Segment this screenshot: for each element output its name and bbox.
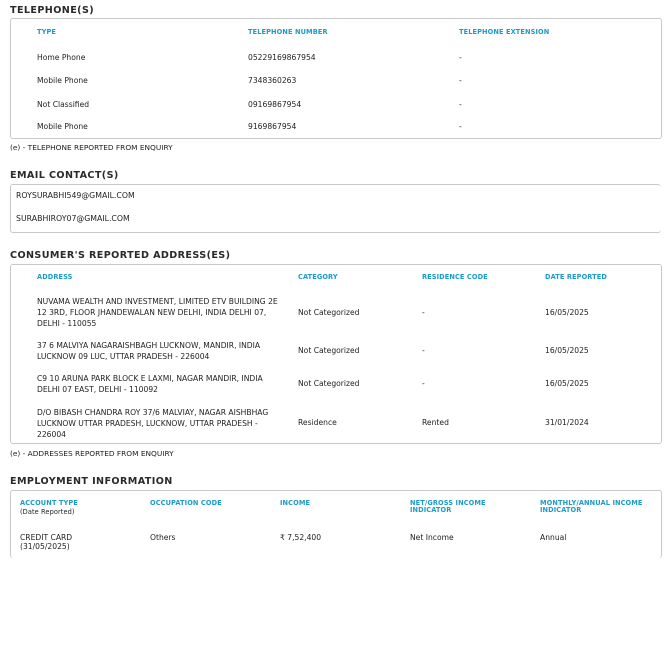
employment-net-gross: Net Income (410, 533, 454, 542)
address-residence-code: Rented (422, 418, 449, 427)
phone-type: Home Phone (37, 53, 86, 62)
address-category: Not Categorized (298, 379, 360, 388)
address-text: C9 10 ARUNA PARK BLOCK E LAXMI, NAGAR MANDIR, INDIA DELHI 07 EAST, DELHI - 110092 (37, 374, 263, 394)
col-header-address: ADDRESS (37, 273, 73, 281)
address-text: NUVAMA WEALTH AND INVESTMENT, LIMITED ETV BUILDING 2E 12 3RD, FLOOR JHANDEWALAN NEW DELHI, INDIA DELHI 07, DELHI - 110055 (37, 297, 278, 328)
col-header-account-type (20, 500, 78, 516)
col-header-residence-code: RESIDENCE CODE (422, 273, 488, 281)
phone-number: 05229169867954 (248, 53, 316, 62)
address-residence-code: - (422, 346, 425, 355)
phone-type: Not Classified (37, 100, 90, 109)
col-header-telephone-number: TELEPHONE NUMBER (248, 28, 328, 36)
address-text: 37 6 MALVIYA NAGARAISHBAGH LUCKNOW, MANDIR, INDIA LUCKNOW 09 LUC, UTTAR PRADESH - 226004 (37, 341, 261, 361)
phone-type: Mobile Phone (37, 76, 88, 85)
emails-title: EMAIL CONTACT(S) (10, 170, 119, 181)
account-type-label: ACCOUNT TYPE (20, 499, 78, 507)
col-header-telephone-extension: TELEPHONE EXTENSION (459, 28, 550, 36)
employment-title: EMPLOYMENT INFORMATION (10, 476, 173, 487)
phone-extension: - (459, 76, 462, 85)
account-type-value: CREDIT CARD (20, 533, 73, 542)
address-residence-code: - (422, 379, 425, 388)
employment-table (10, 490, 662, 558)
addresses-table (10, 264, 662, 444)
address-text: D/O BIBASH CHANDRA ROY 37/6 MALVIAY, NAGAR AISHBHAG LUCKNOW UTTAR PRADESH, LUCKNOW, UTTAR PRADESH - 226004 (37, 408, 269, 439)
phone-number: 09169867954 (248, 100, 302, 109)
phone-extension: - (459, 100, 462, 109)
employment-account-type (20, 533, 72, 551)
addresses-title: CONSUMER'S REPORTED ADDRESS(ES) (10, 250, 231, 261)
col-header-date-reported: DATE REPORTED (545, 273, 607, 281)
address-category: Not Categorized (298, 346, 360, 355)
email-address: SURABHIROY07@GMAIL.COM (16, 214, 130, 223)
phone-extension: - (459, 122, 462, 131)
telephones-title: TELEPHONE(S) (10, 5, 95, 16)
address-category: Residence (298, 418, 337, 427)
col-header-net-gross-income-indicator: NET/GROSS INCOME INDICATOR (410, 499, 486, 514)
col-header-monthly-annual-income-indicator: MONTHLY/ANNUAL INCOME INDICATOR (540, 499, 643, 514)
telephones-note: (e) - TELEPHONE REPORTED FROM ENQUIRY (10, 143, 173, 152)
employment-income: ₹ 7,52,400 (280, 533, 322, 542)
employment-monthly-annual: Annual (540, 533, 567, 542)
col-header-income: INCOME (280, 499, 311, 507)
account-type-date-label: (Date Reported) (20, 508, 75, 516)
account-type-date: (31/05/2025) (20, 542, 70, 551)
email-address: ROYSURABHI549@GMAIL.COM (16, 191, 135, 200)
col-header-type: TYPE (37, 28, 57, 36)
address-date-reported: 31/01/2024 (545, 418, 589, 427)
col-header-occupation-code: OCCUPATION CODE (150, 499, 222, 507)
telephones-table (10, 18, 662, 139)
addresses-note: (e) - ADDRESSES REPORTED FROM ENQUIRY (10, 449, 174, 458)
address-date-reported: 16/05/2025 (545, 379, 589, 388)
col-header-category: CATEGORY (298, 273, 338, 281)
phone-number: 7348360263 (248, 76, 297, 85)
address-residence-code: - (422, 308, 425, 317)
address-category: Not Categorized (298, 308, 360, 317)
phone-extension: - (459, 53, 462, 62)
address-date-reported: 16/05/2025 (545, 308, 589, 317)
phone-number: 9169867954 (248, 122, 297, 131)
employment-occupation: Others (150, 533, 176, 542)
address-date-reported: 16/05/2025 (545, 346, 589, 355)
phone-type: Mobile Phone (37, 122, 88, 131)
